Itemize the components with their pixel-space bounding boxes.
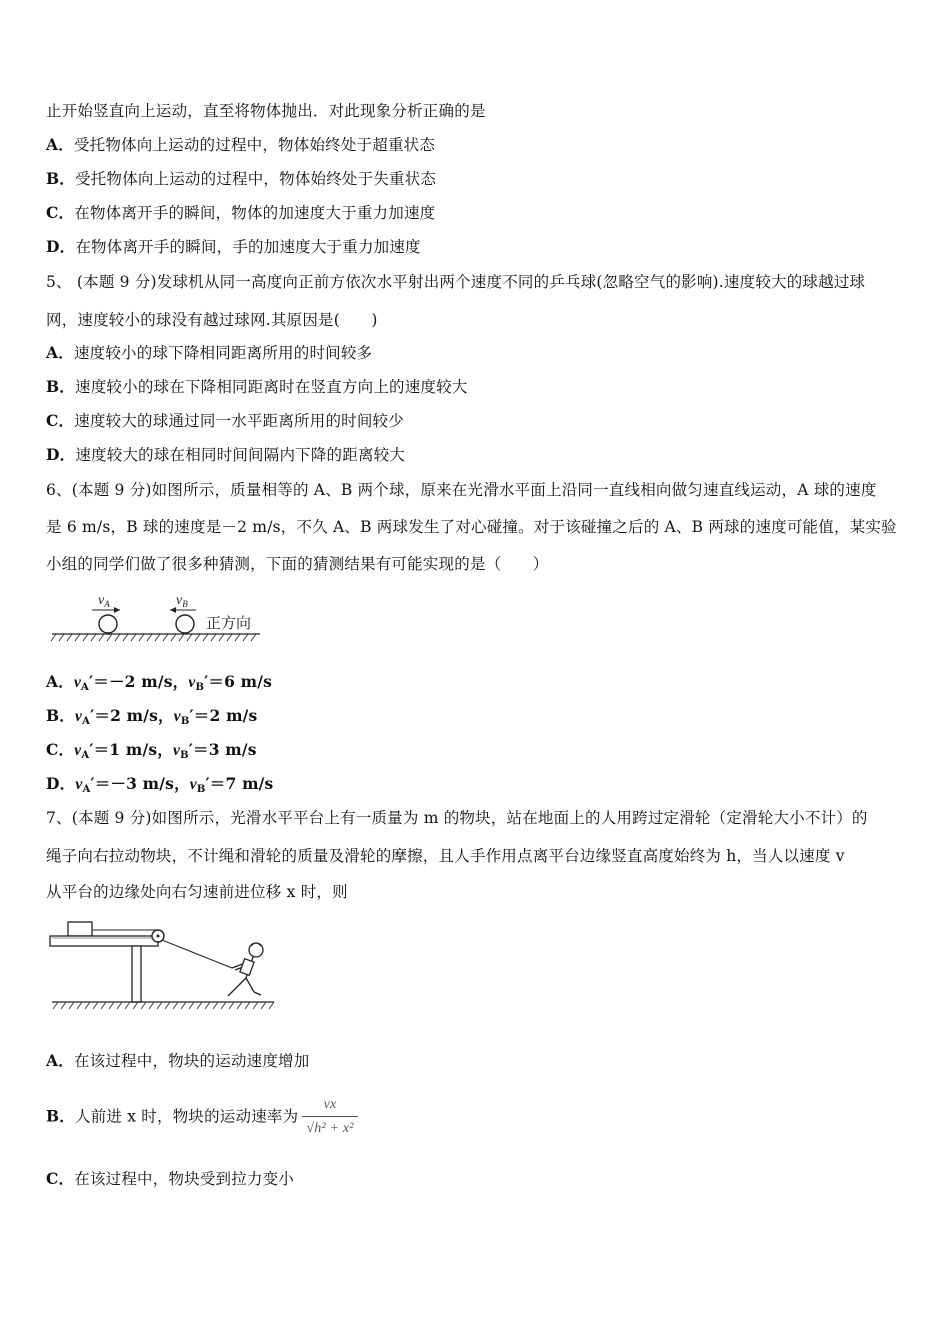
- q6-option-b: B．$v_A'=2$ m/s，$v_B'=2$ m/s: [46, 706, 258, 727]
- q7-option-b: [46, 1096, 908, 1136]
- q4-option-a: [46, 134, 908, 156]
- option-key: C．: [46, 740, 75, 759]
- option-key: D．: [46, 237, 76, 256]
- q7-stem-line3: 从平台的边缘处向右匀速前进位移 x 时，则: [46, 883, 348, 901]
- velocity-fraction: [302, 1096, 357, 1139]
- option-text: 在该过程中，物块的运动速度增加: [73, 1052, 310, 1070]
- q5-option-b: [46, 376, 908, 398]
- q4-option-c: [46, 202, 908, 224]
- option-text: 在物体离开手的瞬间，手的加速度大于重力加速度: [75, 238, 421, 256]
- q4-stem-tail: 止开始竖直向上运动，直至将物体抛出．对此现象分析正确的是: [46, 102, 486, 120]
- platform-leg: [132, 946, 141, 1002]
- option-key: A．: [46, 343, 74, 362]
- q7-option-a: [46, 1050, 908, 1072]
- option-key: A．: [46, 1051, 74, 1070]
- option-key: C．: [46, 411, 75, 430]
- option-key: B．: [46, 169, 76, 188]
- q7-option-c: [46, 1168, 908, 1190]
- q5-option-d: [46, 444, 908, 466]
- ball-a: [99, 615, 117, 633]
- ground-hatch: [51, 634, 256, 641]
- option-key: B．: [46, 1106, 76, 1126]
- option-key: B．: [46, 377, 76, 396]
- option-text: 速度较小的球在下降相同距离时在竖直方向上的速度较大: [75, 378, 468, 396]
- option-text: 人前进 x 时，物块的运动速率为: [75, 1107, 299, 1126]
- option-text: 在物体离开手的瞬间，物体的加速度大于重力加速度: [74, 204, 436, 222]
- option-text: 速度较大的球通过同一水平距离所用的时间较少: [74, 412, 404, 430]
- option-key: C．: [46, 203, 75, 222]
- q6-option-d: D．$v_A'=-3$ m/s，$v_B'=7$ m/s: [46, 774, 274, 795]
- q4-option-b: [46, 168, 908, 190]
- q7-stem-line2: 绳子向右拉动物块，不计绳和滑轮的质量及滑轮的摩擦，且人手作用点离平台边缘竖直高度始终为 h，当人以速度 v: [46, 847, 845, 865]
- q7-pulley-figure: [48, 916, 280, 1020]
- q6-option-c: C．$v_A'=1$ m/s，$v_B'=3$ m/s: [46, 740, 257, 761]
- q6-stem-line3: 小组的同学们做了很多种猜测，下面的猜测结果有可能实现的是（ ）: [46, 555, 549, 573]
- pulley-axle: [157, 935, 160, 938]
- q6-collision-figure: [50, 588, 280, 648]
- ground-hatch: [53, 1002, 274, 1009]
- option-text: 受托物体向上运动的过程中，物体始终处于失重状态: [75, 170, 437, 188]
- rope-slant: [162, 940, 232, 968]
- q6-option-a: A．$v_A'=-2$ m/s，$v_B'=6$ m/s: [46, 672, 273, 693]
- option-key: B．: [46, 706, 76, 725]
- q5-option-a: [46, 342, 908, 364]
- fraction-numerator: vx: [323, 1097, 337, 1112]
- option-key: D．: [46, 445, 76, 464]
- option-text: 速度较大的球在相同时间间隔内下降的距离较大: [75, 446, 406, 464]
- va-label: $v_A$: [98, 593, 110, 609]
- person-figure: [228, 943, 263, 996]
- q5-stem-line1: 5、 (本题 9 分)发球机从同一高度向正前方依次水平射出两个速度不同的乒乓球(忽略空气的影响).速度较大的球越过球: [46, 273, 866, 291]
- option-key: A．: [46, 135, 74, 154]
- va-arrowhead: [114, 607, 120, 613]
- direction-label: 正方向: [206, 614, 252, 632]
- vb-label: $v_B$: [176, 593, 188, 609]
- option-key: D．: [46, 774, 76, 793]
- vb-arrowhead: [170, 607, 176, 613]
- q6-stem-line1: 6、(本题 9 分)如图所示，质量相等的 A、B 两个球，原来在光滑水平面上沿同一直线相向做匀速直线运动，A 球的速度: [46, 481, 877, 499]
- option-key: A．: [46, 672, 74, 691]
- q5-option-c: [46, 410, 908, 432]
- fraction-denominator: √h² + x²: [302, 1116, 357, 1139]
- option-text: 受托物体向上运动的过程中，物体始终处于超重状态: [73, 136, 436, 154]
- q5-stem-line2: 网，速度较小的球没有越过球网.其原因是( ): [46, 311, 378, 329]
- option-key: C．: [46, 1169, 75, 1188]
- option-text: 速度较小的球下降相同距离所用的时间较多: [73, 344, 373, 362]
- ball-b: [176, 615, 194, 633]
- q7-stem-line1: 7、(本题 9 分)如图所示，光滑水平平台上有一质量为 m 的物块，站在地面上的人用跨过定滑轮（定滑轮大小不计）的: [46, 809, 868, 827]
- q6-stem-line2: 是 6 m/s，B 球的速度是－2 m/s，不久 A、B 两球发生了对心碰撞。对于该碰撞之后的 A、B 两球的速度可能值，某实验: [46, 518, 897, 536]
- option-text: 在该过程中，物块受到拉力变小: [74, 1170, 295, 1188]
- q4-option-d: [46, 236, 908, 258]
- block: [68, 922, 92, 936]
- platform-top: [50, 936, 158, 946]
